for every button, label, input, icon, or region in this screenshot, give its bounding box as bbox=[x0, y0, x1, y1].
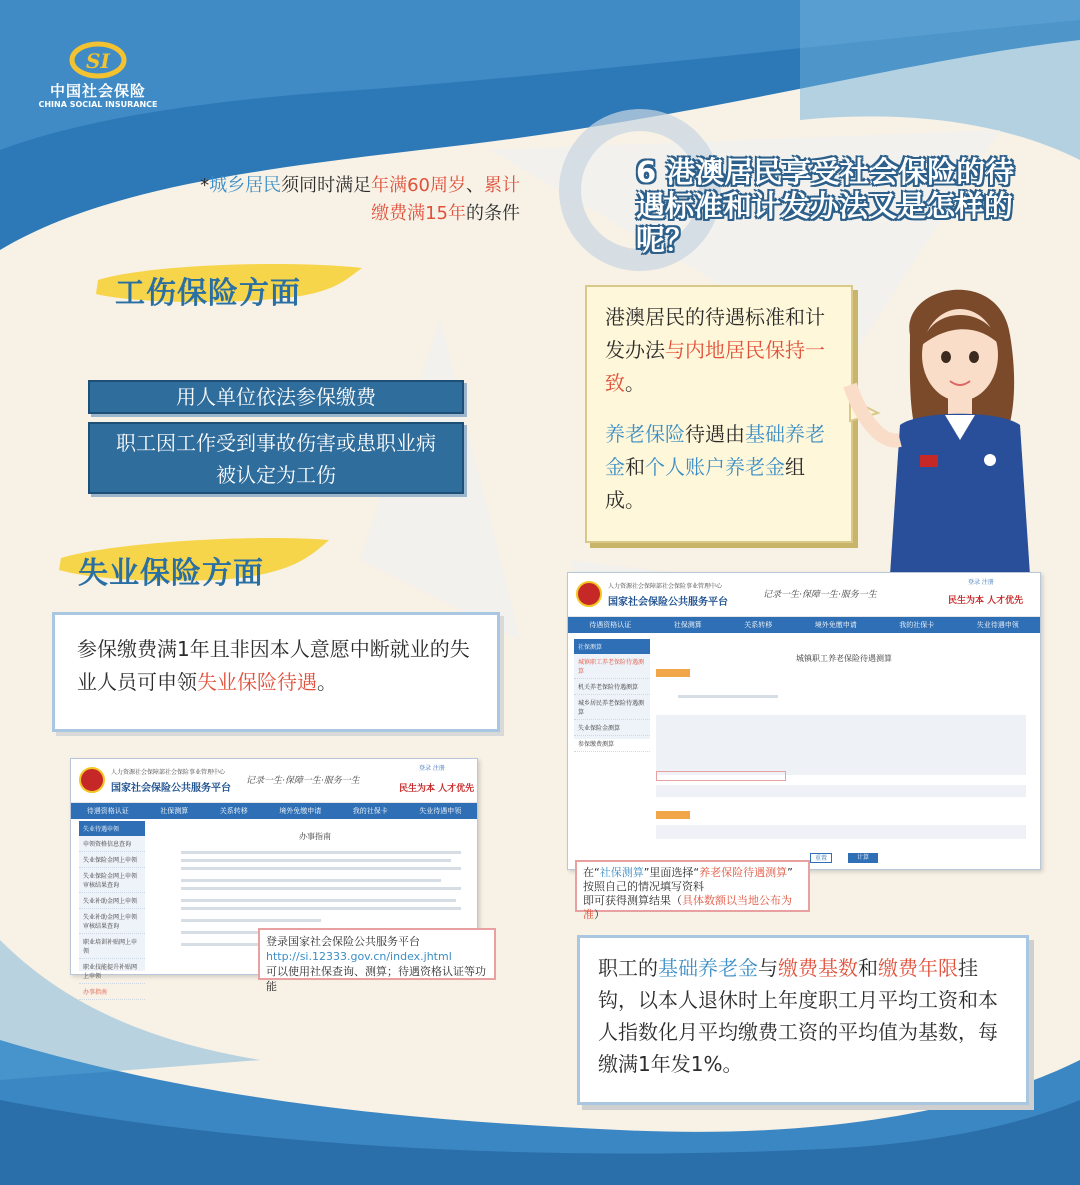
china-social-insurance-logo bbox=[38, 40, 158, 120]
unemployment-suffix: 。 bbox=[317, 670, 337, 694]
doc-line bbox=[181, 919, 321, 922]
form-row bbox=[656, 825, 1026, 839]
unemployment-text: 参保缴费满1年且非因本人意愿中断就业的失业人员可申领 bbox=[77, 637, 470, 694]
pension-blue: 基础养老金 bbox=[658, 956, 758, 980]
sidebar-item[interactable]: 申领资格信息查询 bbox=[79, 836, 145, 852]
form-highlight bbox=[656, 771, 786, 781]
nav-qualification[interactable]: 待遇资格认证 bbox=[589, 621, 632, 629]
right-tip-box bbox=[575, 860, 810, 921]
nav-transfer[interactable]: 关系转移 bbox=[219, 807, 248, 815]
platform-slogan: 记录一生·保障一生·服务一生 bbox=[763, 590, 877, 600]
tip-prefix: 在“ bbox=[583, 866, 600, 879]
login-link[interactable]: 登录 注册 bbox=[968, 579, 994, 586]
platform-subtitle: 人力资源社会保障部社会保险事业管理中心 bbox=[608, 583, 723, 590]
speech-text-d: 和 bbox=[625, 455, 645, 479]
speech-blue-3: 个人账户养老金 bbox=[645, 455, 785, 479]
sidebar-item[interactable]: 办事指南 bbox=[79, 984, 145, 1000]
platform-red-slogan: 民生为本 人才优先 bbox=[399, 784, 475, 794]
nav-social-card[interactable]: 我的社保卡 bbox=[899, 621, 935, 629]
sidebar-item[interactable]: 职业技能提升补贴网上申领 bbox=[79, 959, 145, 984]
nav-overseas[interactable]: 境外免缴申请 bbox=[279, 807, 322, 815]
speech-paragraph-1 bbox=[605, 301, 833, 400]
logo-text-cn: 中国社会保险 bbox=[49, 82, 146, 100]
doc-title: 办事指南 bbox=[299, 832, 331, 841]
doc-line bbox=[181, 859, 451, 862]
work-injury-title: 工伤保险方面 bbox=[115, 276, 301, 311]
calculate-button[interactable]: 计算 bbox=[848, 853, 878, 863]
tip-line-3 bbox=[583, 894, 802, 922]
tip-line3-a: 即可获得测算结果（ bbox=[583, 894, 682, 907]
reset-button[interactable]: 重置 bbox=[810, 853, 832, 863]
unemployment-red: 失业保险待遇 bbox=[197, 670, 317, 694]
tip-line3-red: 具体数额以当地公布为准 bbox=[583, 894, 792, 921]
sidebar-item[interactable]: 失业补助金网上申领审核结果查询 bbox=[79, 909, 145, 934]
pension-red-base: 缴费基数 bbox=[778, 956, 858, 980]
tip-red: 养老保险待遇测算 bbox=[699, 866, 788, 879]
sidebar-item[interactable]: 失业保险金网上申领 bbox=[79, 852, 145, 868]
doc-line bbox=[181, 907, 461, 910]
nav-calculation[interactable]: 社保测算 bbox=[673, 621, 702, 629]
sidebar-item-pension[interactable]: 城镇职工养老保险待遇测算 bbox=[574, 654, 650, 679]
sidebar-item[interactable]: 职业培训补贴网上申领 bbox=[79, 934, 145, 959]
national-emblem-icon bbox=[576, 581, 602, 607]
question-title: 6 港澳居民享受社会保险的待遇标准和计发办法又是怎样的呢？ bbox=[636, 155, 1015, 257]
form-line bbox=[678, 695, 778, 698]
tip-mid: ”里面选择“ bbox=[643, 866, 700, 879]
form-area bbox=[656, 715, 1026, 775]
speech-text-c: 待遇由 bbox=[685, 422, 745, 446]
unemployment-card bbox=[52, 612, 500, 732]
sidebar-item[interactable]: 城乡居民养老保险待遇测算 bbox=[574, 695, 650, 720]
sidebar-head: 失业待遇申领 bbox=[79, 821, 145, 836]
nav-transfer[interactable]: 关系转移 bbox=[744, 621, 773, 629]
nav-qualification[interactable]: 待遇资格认证 bbox=[86, 807, 129, 815]
note-suffix: 的条件 bbox=[466, 203, 520, 224]
tip-end: ” bbox=[787, 866, 793, 879]
unemployment-title: 失业保险方面 bbox=[78, 556, 264, 591]
pension-text-c: 和 bbox=[858, 956, 878, 980]
speech-text-a: 港澳居民的待遇标准和计发办法 bbox=[605, 305, 825, 362]
sidebar-item[interactable]: 失业保险金网上申领审核结果查询 bbox=[79, 868, 145, 893]
doc-line bbox=[181, 851, 461, 854]
form-title: 城镇职工养老保险待遇测算 bbox=[796, 654, 892, 663]
speech-text-b: 。 bbox=[625, 371, 645, 395]
platform-slogan: 记录一生·保障一生·服务一生 bbox=[246, 776, 360, 786]
spokeswoman-illustration bbox=[860, 265, 1060, 575]
sidebar-item[interactable]: 失业补助金网上申领 bbox=[79, 893, 145, 909]
sidebar-item[interactable]: 机关养老保险待遇测算 bbox=[574, 679, 650, 695]
speech-paragraph-2 bbox=[605, 418, 833, 517]
doc-line bbox=[181, 899, 456, 902]
left-tip-box bbox=[258, 928, 496, 993]
pension-text-d: 挂钩，以本人退休时上年度职工月平均工资和本人指数化月平均缴费工资的平均值为基数，每缴满1年发1%。 bbox=[598, 956, 998, 1076]
form-section-tag bbox=[656, 669, 690, 677]
pension-text-b: 与 bbox=[758, 956, 778, 980]
platform-red-slogan: 民生为本 人才优先 bbox=[948, 596, 1024, 606]
platform-nav bbox=[568, 617, 1040, 633]
nav-overseas[interactable]: 境外免缴申请 bbox=[814, 621, 857, 629]
sidebar-item[interactable]: 失业保险金测算 bbox=[574, 720, 650, 736]
speech-bubble bbox=[585, 285, 853, 543]
svg-text:SI: SI bbox=[86, 49, 110, 73]
pension-formula-card bbox=[577, 935, 1029, 1105]
work-injury-item-2 bbox=[88, 422, 464, 494]
note-asterisk: * bbox=[200, 175, 210, 196]
note-blue: 城乡居民 bbox=[209, 175, 282, 196]
logo-text-en: CHINA SOCIAL INSURANCE bbox=[38, 100, 158, 109]
pension-text-a: 职工的 bbox=[598, 956, 658, 980]
work-injury-item-1: 用人单位依法参保缴费 bbox=[88, 380, 464, 414]
pension-red-years: 缴费年限 bbox=[878, 956, 958, 980]
tip-text: 可以使用社保查询、测算；待遇资格认证等功能 bbox=[266, 965, 486, 993]
platform-nav bbox=[71, 803, 477, 819]
tip-blue: 社保测算 bbox=[599, 866, 644, 879]
rural-resident-note bbox=[200, 172, 520, 228]
work-injury-item-2-line1: 职工因工作受到事故伤害或患职业病 bbox=[116, 431, 436, 455]
tip-line3-b: ） bbox=[594, 908, 605, 921]
tip-url[interactable]: http://si.12333.gov.cn/index.jhtml bbox=[266, 950, 452, 963]
nav-unemployment[interactable]: 失业待遇申领 bbox=[976, 621, 1019, 629]
platform-sidebar bbox=[79, 821, 145, 996]
speech-text-e: 组成。 bbox=[605, 455, 805, 512]
tip-line-1 bbox=[583, 866, 802, 880]
tip-title: 登录国家社会保险公共服务平台 bbox=[266, 935, 420, 948]
platform-screenshot-right bbox=[567, 572, 1041, 870]
national-emblem-icon bbox=[79, 767, 105, 793]
speech-blue-1: 养老保险 bbox=[605, 422, 685, 446]
note-mid: 须同时满足 bbox=[281, 175, 372, 196]
form-row bbox=[656, 785, 1026, 797]
work-injury-item-2-line2: 被认定为工伤 bbox=[216, 463, 336, 487]
platform-name: 国家社会保险公共服务平台 bbox=[608, 597, 728, 608]
speech-red: 与内地居民保持一致 bbox=[605, 338, 825, 395]
note-red-age: 年满60周岁 bbox=[371, 175, 466, 196]
doc-line bbox=[181, 887, 461, 890]
sidebar-item[interactable]: 参保缴费测算 bbox=[574, 736, 650, 752]
nav-unemployment[interactable]: 失业待遇申领 bbox=[419, 807, 462, 815]
platform-header bbox=[568, 573, 1040, 617]
tip-line-2: 按照自己的情况填写资料 bbox=[583, 880, 704, 893]
doc-line bbox=[181, 879, 441, 882]
platform-subtitle: 人力资源社会保障部社会保险事业管理中心 bbox=[111, 769, 226, 776]
platform-header bbox=[71, 759, 477, 803]
form-section-tag bbox=[656, 811, 690, 819]
si-logo-icon bbox=[38, 40, 158, 82]
speech-blue-2: 基础养老金 bbox=[605, 422, 825, 479]
note-sep: 、 bbox=[466, 175, 484, 196]
platform-name: 国家社会保险公共服务平台 bbox=[111, 783, 231, 794]
platform-sidebar bbox=[574, 639, 650, 748]
nav-calculation[interactable]: 社保测算 bbox=[160, 807, 189, 815]
doc-line bbox=[181, 867, 461, 870]
sidebar-head: 社保测算 bbox=[574, 639, 650, 654]
nav-social-card[interactable]: 我的社保卡 bbox=[352, 807, 388, 815]
note-red-years: 累计缴费满15年 bbox=[371, 175, 520, 224]
login-link[interactable]: 登录 注册 bbox=[419, 765, 445, 772]
